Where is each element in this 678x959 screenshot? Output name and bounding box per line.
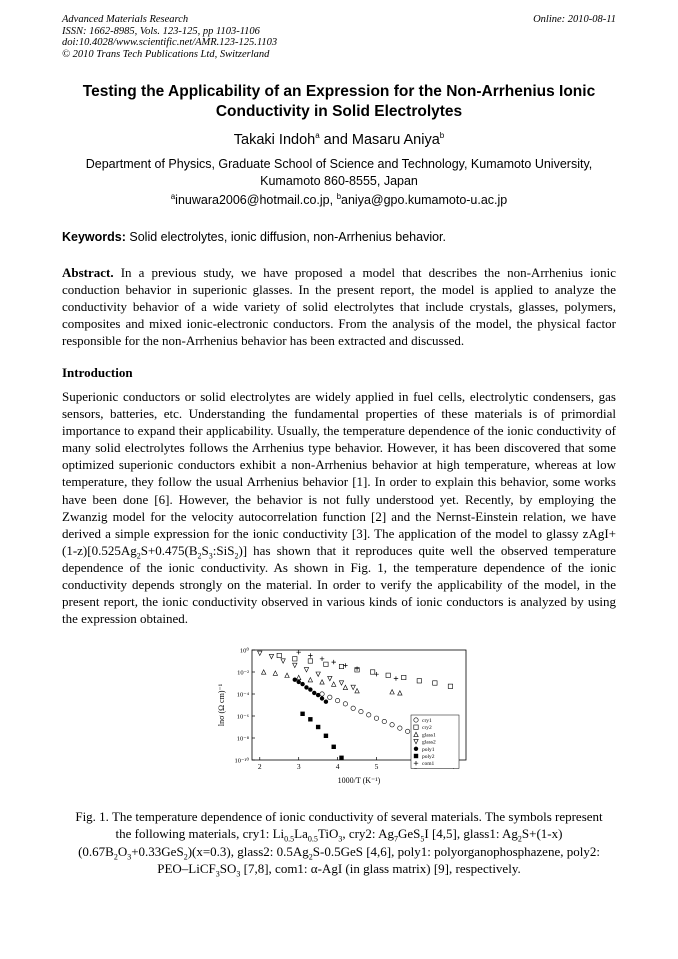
data-point-poly1 xyxy=(324,700,328,704)
caption-text: +0.33GeS xyxy=(131,843,184,859)
section-heading: Introduction xyxy=(62,365,133,380)
data-point-glass2 xyxy=(339,681,343,685)
legend-label: cry2 xyxy=(422,725,432,732)
subscript: 2 xyxy=(197,551,202,561)
data-point-glass1 xyxy=(332,682,336,686)
data-point-cry1 xyxy=(382,719,386,723)
legend-marker-poly2 xyxy=(414,754,418,758)
data-point-com1 xyxy=(355,667,359,671)
email-line xyxy=(60,192,618,209)
figure-caption xyxy=(70,808,608,877)
data-point-glass1 xyxy=(390,690,394,694)
journal-name: Advanced Materials Research xyxy=(62,14,189,25)
intro-text: )] has shown that it reproduces quite well the observed temperature dependence of the ionic conductivity. As shown in Fig. 1, the temperature dependence of the ionic conductivity depends strongly on the material. In order to verify the applicability of the model, in the present report, the ionic conductivity observed in various kinds of ionic conductors is analyzed by using the expression obtained. xyxy=(62,542,616,627)
abstract-label: Abstract. xyxy=(62,265,114,280)
x-tick-label: 4 xyxy=(335,762,340,771)
issn-line: ISSN: 1662-8985, Vols. 123-125, pp 1103-1106 xyxy=(62,25,260,37)
data-point-glass1 xyxy=(261,670,265,674)
caption-text: S+(1-x) (0.67B xyxy=(78,826,563,859)
caption-text: I [4,5], glass1: Ag xyxy=(424,826,518,842)
abstract-text: In a previous study, we have proposed a model that describes the non-Arrhenius ionic conduction behavior in superionic glasses. In the present report, the model is applied to analyze the conductivity behavior of a wide variety of solid electrolytes that include crystals, glasses, polymers, composites and mixed ionic-electronic conductors. From the analysis of the model, the physical factor responsible for the non-Arrhenius behavior has been extracted and discussed. xyxy=(62,265,616,349)
data-point-glass1 xyxy=(398,691,402,695)
intro-text: S xyxy=(201,542,209,558)
data-point-glass2 xyxy=(281,659,285,663)
caption-text: GeS xyxy=(397,826,421,842)
legend-label: glass2 xyxy=(422,739,436,746)
subscript: 2 xyxy=(113,852,118,862)
author-sup: b xyxy=(439,131,445,141)
data-point-poly1 xyxy=(304,685,308,689)
y-tick-label: 10⁻⁶ xyxy=(236,713,249,721)
intro-text: Superionic conductors or solid electrolytes are widely applied in fuel cells, electrolytic condensers, gas sensors, batteries, etc. Understanding the fundamental properties of these materials is of primordial importance to expand their applicability. Usually, the temperature dependence of the ionic conductivity of many solid electrolytes follows the Arrhenius type behavior. However, it has been discovered that some optimized superionic conductors exhibit a non-Arrhenius behavior at high temperature, whereas at low temperature, they follow the usual Arrhenius behavior [1]. In order to explain this behavior, some works have been done [6]. However, the behavior is not fully understood yet. Recently, by employing the Zwanzig model for the velocity autocorrelation function [2] and the Nernst-Einstein relation, we have derived a simple expression for the ionic conductivity [3]. The application of the model to glassy zAgI+(1-z)[0.525Ag xyxy=(62,389,616,558)
affiliation-line: Kumamoto 860-8555, Japan xyxy=(260,174,418,188)
subscript: 3 xyxy=(215,869,220,879)
data-point-cry1 xyxy=(351,706,355,710)
author-name: Masaru Aniya xyxy=(351,132,440,148)
data-point-cry1 xyxy=(328,695,332,699)
data-point-glass2 xyxy=(328,676,332,680)
caption-text: )(x=0.3), glass2: 0.5Ag xyxy=(187,843,309,859)
paper-title: Testing the Applicability of an Expression for the Non-Arrhenius Ionic Conductivity in Solid Electrolytes xyxy=(82,83,596,120)
doi-line: doi:10.4028/www.scientific.net/AMR.123-125.1103 xyxy=(62,37,278,48)
legend-marker-poly1 xyxy=(414,747,418,751)
author-conjunction: and xyxy=(319,132,352,148)
data-point-glass2 xyxy=(304,668,308,672)
intro-text: :SiS xyxy=(212,542,235,558)
caption-text: S-0.5GeS [4,6], poly1: polyorganophosphazene, poly2: PEO–LiCF xyxy=(157,843,600,876)
x-tick-label: 5 xyxy=(374,762,379,771)
data-point-cry2 xyxy=(293,657,297,661)
subscript: 7 xyxy=(393,834,398,844)
caption-text: [7,8], com1: α-AgI (in glass matrix) [9], respectively. xyxy=(240,860,521,876)
data-point-cry2 xyxy=(324,662,328,666)
data-point-poly1 xyxy=(320,696,324,700)
subscript: 2 xyxy=(234,551,239,561)
data-point-cry2 xyxy=(386,673,390,677)
data-point-glass1 xyxy=(343,685,347,689)
data-point-poly1 xyxy=(316,693,320,697)
x-tick-label: 3 xyxy=(296,762,301,771)
data-point-cry2 xyxy=(308,659,312,663)
y-tick-label: 10⁰ xyxy=(239,647,249,655)
subscript: 2 xyxy=(183,852,188,862)
copyright-line: © 2010 Trans Tech Publications Ltd, Switzerland xyxy=(62,48,270,60)
data-point-com1 xyxy=(308,653,312,657)
conductivity-chart xyxy=(210,644,476,796)
data-point-poly1 xyxy=(293,678,297,682)
data-point-com1 xyxy=(332,660,336,664)
journal-header xyxy=(62,14,277,60)
data-point-poly2 xyxy=(324,734,328,738)
introduction-paragraph xyxy=(62,388,616,627)
email-b: aniya@gpo.kumamoto-u.ac.jp xyxy=(341,193,508,207)
subscript: 2 xyxy=(308,852,313,862)
data-point-cry1 xyxy=(398,726,402,730)
data-point-glass1 xyxy=(296,675,300,679)
caption-text: La xyxy=(294,826,308,842)
data-point-com1 xyxy=(296,650,300,654)
data-point-glass2 xyxy=(269,654,273,658)
data-point-cry1 xyxy=(374,716,378,720)
data-point-poly1 xyxy=(296,680,300,684)
data-point-cry1 xyxy=(405,729,409,733)
data-point-poly2 xyxy=(332,745,336,749)
data-point-cry2 xyxy=(402,675,406,679)
email-sup: b xyxy=(336,191,342,201)
subscript: 2 xyxy=(136,551,141,561)
data-point-glass2 xyxy=(351,685,355,689)
x-axis-label: 1000/T (K⁻¹) xyxy=(337,776,381,785)
author-sup: a xyxy=(315,131,320,141)
caption-text: Fig. 1. The temperature dependence of ionic conductivity of several materials. The symbols represent the following materials, cry1: Li xyxy=(75,809,603,842)
data-point-glass2 xyxy=(316,672,320,676)
data-point-poly2 xyxy=(300,712,304,716)
author-name: Takaki Indoh xyxy=(233,132,316,148)
data-point-com1 xyxy=(394,676,398,680)
affiliation-line: Department of Physics, Graduate School of Science and Technology, Kumamoto University, xyxy=(85,157,593,171)
caption-text: , cry2: Ag xyxy=(342,826,394,842)
subscript: 5 xyxy=(420,834,425,844)
online-date: Online: 2010-08-11 xyxy=(533,14,616,25)
data-point-glass1 xyxy=(273,671,277,675)
author-line xyxy=(60,131,618,149)
data-point-glass1 xyxy=(320,680,324,684)
data-point-cry2 xyxy=(417,679,421,683)
data-point-cry1 xyxy=(335,698,339,702)
subscript: 3 xyxy=(208,551,213,561)
y-tick-label: 10⁻² xyxy=(237,669,249,677)
data-point-poly2 xyxy=(339,756,343,760)
keywords-text: Solid electrolytes, ionic diffusion, non-Arrhenius behavior. xyxy=(125,230,446,244)
legend-label: glass1 xyxy=(422,732,436,739)
data-point-glass1 xyxy=(355,689,359,693)
y-tick-label: 10⁻⁴ xyxy=(236,691,249,699)
subscript: 3 xyxy=(236,869,241,879)
data-point-cry2 xyxy=(433,681,437,685)
keywords-label: Keywords: xyxy=(62,230,126,244)
subscript: 3 xyxy=(127,852,132,862)
legend-label: poly1 xyxy=(422,746,435,753)
data-point-glass1 xyxy=(308,678,312,682)
data-point-com1 xyxy=(320,657,324,661)
subscript: 2 xyxy=(517,834,522,844)
affiliation xyxy=(60,156,618,190)
data-point-cry2 xyxy=(339,664,343,668)
data-point-cry1 xyxy=(390,723,394,727)
legend-label: com1 xyxy=(422,761,435,768)
email-sup: a xyxy=(170,191,176,201)
y-tick-label: 10⁻¹⁰ xyxy=(234,757,249,765)
keywords xyxy=(62,229,618,245)
data-point-cry2 xyxy=(277,653,281,657)
subscript: 3 xyxy=(338,834,343,844)
data-point-glass2 xyxy=(293,663,297,667)
data-point-cry1 xyxy=(359,709,363,713)
subscript: 0.5 xyxy=(307,834,318,844)
y-tick-label: 10⁻⁸ xyxy=(236,735,249,743)
legend-label: cry1 xyxy=(422,718,432,724)
data-point-cry2 xyxy=(448,684,452,688)
email-a: inuwara2006@hotmail.co.jp, xyxy=(175,193,337,207)
data-point-poly2 xyxy=(308,717,312,721)
data-point-cry1 xyxy=(367,713,371,717)
data-point-cry1 xyxy=(343,702,347,706)
caption-text: O xyxy=(117,843,128,859)
abstract xyxy=(62,264,616,349)
data-point-poly1 xyxy=(312,691,316,695)
data-point-poly1 xyxy=(300,682,304,686)
x-tick-label: 2 xyxy=(257,762,262,771)
data-point-poly2 xyxy=(316,725,320,729)
y-axis-label: lnσ (Ω cm)⁻¹ xyxy=(217,683,226,727)
legend-label: poly2 xyxy=(422,754,435,760)
data-point-cry1 xyxy=(320,692,324,696)
caption-text: TiO xyxy=(317,826,339,842)
intro-text: S+0.475(B xyxy=(140,542,198,558)
caption-text: SO xyxy=(219,860,237,876)
subscript: 0.5 xyxy=(284,834,295,844)
data-point-glass2 xyxy=(258,651,262,655)
data-point-glass1 xyxy=(285,673,289,677)
data-point-cry2 xyxy=(370,670,374,674)
data-point-poly1 xyxy=(308,687,312,691)
